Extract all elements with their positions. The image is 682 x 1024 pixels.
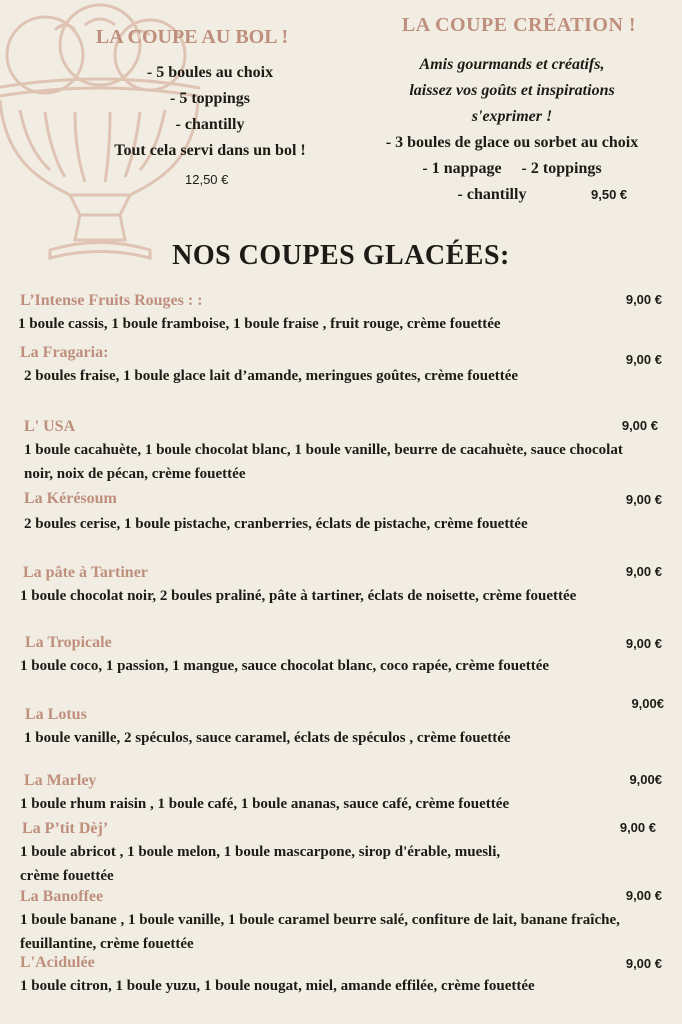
menu-item-price: 9,00 € <box>625 492 662 507</box>
menu-item-price: 9,00 € <box>625 888 662 903</box>
menu-item-price: 9,00 € <box>625 956 662 971</box>
menu-item-name: La pâte à Tartiner <box>23 564 148 581</box>
menu-item-price: 9,00 € <box>625 352 662 367</box>
menu-item-description: 1 boule rhum raisin , 1 boule café, 1 boule ananas, sauce café, crème fouettée <box>20 796 510 812</box>
menu-item-price: 9,00€ <box>629 772 662 787</box>
menu-item-name: La Marley <box>24 772 97 789</box>
menu-item-name: La Lotus <box>25 706 87 723</box>
menu-item <box>20 342 670 388</box>
coupe-bol-line: Tout cela servi dans un bol ! <box>114 142 306 159</box>
menu-item-name: La P’tit Dèj’ <box>22 820 109 837</box>
menu-item-name: La Fragaria: <box>20 344 109 361</box>
menu-item-price: 9,00 € <box>625 292 662 307</box>
menu-item <box>20 696 670 750</box>
coupe-creation-line: - 1 nappage - 2 toppings <box>422 160 602 177</box>
menu-item <box>20 488 670 536</box>
coupe-bol-line: - 5 boules au choix <box>146 64 274 81</box>
menu-item-description: 1 boule vanille, 2 spéculos, sauce caramel, éclats de spéculos , crème fouettée <box>24 730 511 746</box>
coupe-creation-line: - chantilly <box>457 186 527 203</box>
coupe-creation-line: - 3 boules de glace ou sorbet au choix <box>385 134 639 151</box>
menu-item-price: 9,00 € <box>625 564 662 579</box>
coupe-bol-line: - 5 toppings <box>169 90 251 107</box>
menu-item <box>20 416 670 486</box>
coupe-bol-description <box>70 60 350 164</box>
menu-item-description: 1 boule coco, 1 passion, 1 mangue, sauce chocolat blanc, coco rapée, crème fouettée <box>20 658 550 674</box>
coupe-creation-intro-line: laissez vos goûts et inspirations <box>409 82 615 99</box>
coupe-creation-intro-line: s'exprimer ! <box>471 108 553 125</box>
menu-item <box>20 290 670 336</box>
menu-item-price: 9,00 € <box>621 418 658 433</box>
menu-item <box>20 886 670 956</box>
menu-item-price: 9,00 € <box>625 636 662 651</box>
menu-item <box>20 818 670 888</box>
menu-item-name: La Kérésoum <box>24 490 117 507</box>
coupe-creation-description <box>352 52 672 208</box>
menu-item <box>20 632 670 678</box>
menu-item <box>20 562 670 608</box>
menu-item <box>20 952 670 998</box>
coupe-bol-line: - chantilly <box>175 116 245 133</box>
coupe-creation-intro-line: Amis gourmands et créatifs, <box>419 56 605 73</box>
page-title: NOS COUPES GLACÉES: <box>172 240 510 271</box>
menu-item-description: 1 boule citron, 1 boule yuzu, 1 boule nougat, miel, amande effilée, crème fouettée <box>20 978 535 994</box>
menu-item-price: 9,00 € <box>619 820 656 835</box>
menu-item-name: L' USA <box>24 418 76 435</box>
coupe-bol-title: LA COUPE AU BOL ! <box>95 26 289 48</box>
menu-item-description: 1 boule cacahuète, 1 boule chocolat blanc, 1 boule vanille, beurre de cacahuète, sauce chocolat noir, noix de pécan, crème fouettée <box>24 442 623 482</box>
menu-item-description: 1 boule chocolat noir, 2 boules praliné, pâte à tartiner, éclats de noisette, crème fouettée <box>20 588 577 604</box>
coupe-creation-title: LA COUPE CRÉATION ! <box>401 14 637 36</box>
coupe-bol-price: 12,50 € <box>185 172 229 187</box>
menu-item-name: L'Acidulée <box>20 954 95 971</box>
menu-item-description: 1 boule banane , 1 boule vanille, 1 boule caramel beurre salé, confiture de lait, banane fraîche, feuillantine, crème fouettée <box>20 912 620 952</box>
menu-item-description: 1 boule cassis, 1 boule framboise, 1 boule fraise , fruit rouge, crème fouettée <box>18 316 501 332</box>
menu-item-description: 1 boule abricot , 1 boule melon, 1 boule mascarpone, sirop d'érable, muesli, crème fouettée <box>20 844 501 884</box>
menu-item-description: 2 boules fraise, 1 boule glace lait d’amande, meringues goûtes, crème fouettée <box>24 368 519 384</box>
menu-item-name: La Tropicale <box>25 634 112 651</box>
menu-item-name: L’Intense Fruits Rouges : : <box>20 292 203 309</box>
menu-item <box>20 770 670 816</box>
coupe-creation-price: 9,50 € <box>591 187 628 202</box>
menu-item-name: La Banoffee <box>20 888 104 905</box>
menu-item-price: 9,00€ <box>631 696 664 711</box>
menu-item-description: 2 boules cerise, 1 boule pistache, cranberries, éclats de pistache, crème fouettée <box>24 516 528 532</box>
